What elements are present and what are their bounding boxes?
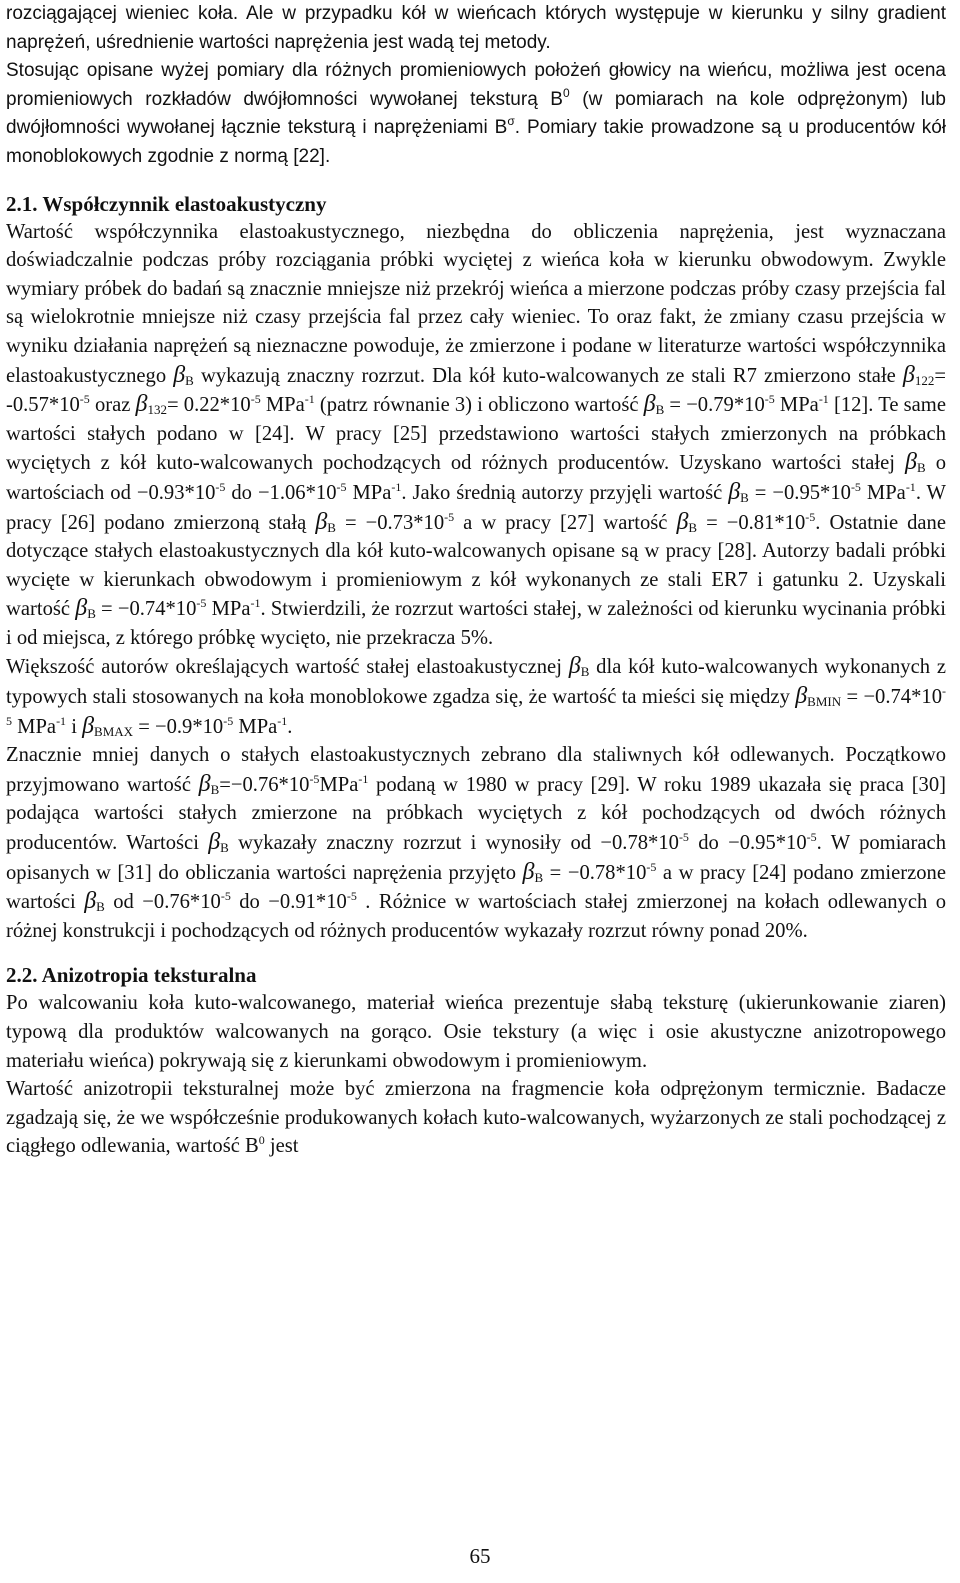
paragraph-text: podaną w 1980 w pracy [29]. W roku 1989 ukazała się praca [30] podająca wartości stałych zmierzone na próbkach wyciętych z kół pochodzących od dwóch różnych producentów. Wartości [6, 773, 946, 855]
paragraph-text: dla kół kuto-walcowanych wykonanych z typowych stali stosowanych na koła monoblokowe zgadza się, że wartość ta mieści się między [6, 656, 946, 709]
subscript: B [580, 664, 590, 680]
beta-symbol: β [522, 858, 535, 885]
paragraph-text: Po walcowaniu koła kuto-walcowanego, materiał wieńca prezentuje słabą teksturę (ukierunkowanie ziaren) typową dla produktów walcowanych na gorąco. Osie tekstury (a więc i osie akustyczne anizotropowego materiału wieńca) pokrywają się z kierunkami obwodowym i promieniowym. [6, 992, 946, 1072]
paragraph-anisotropy-value [6, 1075, 946, 1161]
subscript: BMIN [807, 694, 842, 710]
paragraph-text: MPa [12, 715, 57, 738]
subscript: B [87, 606, 96, 622]
paragraph-text: wykazały znaczny rozrzut i wynosiły od −0.78*10 [228, 832, 679, 855]
paragraph-text: Większość autorów określających wartość stałej elastoakustycznej [6, 656, 569, 679]
superscript: -1 [818, 392, 829, 407]
paragraph-text: MPa [774, 394, 819, 417]
paragraph-text: od −0.76*10 [104, 891, 221, 914]
paragraph-birefringence-measurements [6, 57, 946, 171]
superscript: -1 [56, 713, 67, 728]
superscript: -5 [764, 392, 775, 407]
paragraph-text: . W pomiarach opisanych w [31] do obliczania wartości naprężenia przyjęto [6, 832, 946, 884]
superscript: -5 [336, 479, 347, 494]
paragraph-text: MPa [346, 481, 392, 504]
paragraph-cast-wheels [6, 741, 946, 945]
superscript: -1 [905, 479, 916, 494]
paragraph-text: . W pracy [26] podano zmierzoną stałą [6, 481, 946, 534]
beta-symbol: β [84, 888, 97, 915]
paragraph-text: do −0.95*10 [688, 832, 807, 855]
paragraph-text: MPa [233, 715, 278, 738]
paragraph-text: = −0.73*10 [335, 511, 445, 534]
paragraph-text: . Pomiary takie prowadzone są u producentów kół monoblokowych zgodnie z normą [22]. [6, 117, 947, 167]
section-heading-elastoacoustic [6, 190, 946, 218]
superscript: -5 [444, 509, 455, 524]
paragraph-text: Wartość anizotropii teksturalnej może być zmierzona na fragmencie koła odprężonym termicznie. Badacze zgadzają się, że we współcześnie produkowanych kołach kuto-walcowanych, wyżarzonych ze stali pochodzącej z ciągłego odlewania, wartość B [6, 1078, 946, 1158]
paragraph-text: Stosując opisane wyżej pomiary dla różnych promieniowych położeń głowicy na wieńcu, możliwa jest ocena promieniowych rozkładów dwójłomności wywołanej teksturą B [6, 60, 946, 110]
beta-symbol: β [902, 361, 915, 388]
superscript: -5 [806, 830, 817, 845]
paragraph-text: o wartościach od −0.93*10 [6, 452, 946, 504]
subscript: B [327, 519, 336, 535]
paragraph-text: wykazują znaczny rozrzut. Dla kół kuto-walcowanych ze stali R7 zmierzono stałe [193, 364, 903, 387]
paragraph-text: . Jako średnią autorzy przyjęli wartość [401, 481, 729, 504]
paragraph-text: a w pracy [24] podano zmierzone wartości [6, 861, 946, 914]
paragraph-text: = −0.95*10 [748, 481, 851, 504]
paragraph-text: . Ostatnie dane dotyczące stałych elastoakustycznych dla kół kuto-walcowanych opisane są w pracy [28]. Autorzy badali próbki wycięte w kierunkach obwodowym i promieniowym z kół wykonanych ze stali ER7 i gatunku 2. Uzyskali wartość [6, 511, 946, 621]
paragraph-text: = −0.74*10 [841, 686, 942, 709]
paragraph-text: do −0.91*10 [230, 891, 347, 914]
paragraph-text: MPa [260, 394, 305, 417]
paragraph-text: . Różnice w wartościach stałej zmierzonej na kołach odlewanych o różnej konstrukcji i pochodzących od różnych producentów wykazały rozrzut równy ponad 20%. [6, 891, 947, 942]
beta-symbol: β [643, 391, 656, 418]
spacer [6, 945, 946, 961]
beta-symbol: β [208, 829, 221, 856]
paragraph-text: (patrz równanie 3) i obliczono wartość [314, 394, 644, 417]
beta-symbol: β [315, 508, 328, 535]
paragraph-text: . [287, 715, 293, 738]
superscript: -5 [220, 889, 231, 904]
superscript: -5 [309, 771, 320, 786]
subscript: B [96, 899, 105, 915]
superscript: -5 [805, 509, 816, 524]
beta-symbol: β [173, 361, 186, 388]
paragraph-text: MPa [206, 598, 251, 621]
superscript: -5 [850, 479, 861, 494]
paragraph-text: i [66, 715, 83, 738]
subscript: B [534, 869, 544, 885]
subscript: 132 [147, 402, 167, 418]
superscript: σ [507, 114, 515, 129]
paragraph-text: = -0.57*10 [6, 364, 946, 417]
subscript: BMAX [94, 723, 134, 739]
superscript: -5 [215, 479, 226, 494]
paragraph-intro-continued [6, 0, 946, 57]
superscript: -1 [250, 596, 261, 611]
paragraph-text: Wartość współczynnika elastoakustycznego, niezbędna do obliczenia naprężenia, jest wyznaczana doświadczalnie podczas próby rozciągania próbki wyciętej z wieńca koła w kierunku obwodowym. Zwykle wymiary próbek do badań są znacznie mniejsze niż przekrój wieńca a mierzone podczas próby czasy przejścia fal są wielokrotnie mniejsze niż czasy przejścia fal przez cały wieniec. To oraz fakt, że zmiany czasu przejścia w wyniku działania naprężeń są nieznaczne powoduje, że zmierzone i podane w literaturze wartości współczynnika elastoakustycznego [6, 220, 946, 387]
paragraph-text: jest [264, 1135, 299, 1158]
subscript: B [688, 519, 698, 535]
paragraph-text: =−0.76*10 [219, 773, 310, 796]
paragraph-text: = −0.9*10 [133, 715, 224, 738]
beta-symbol: β [568, 653, 581, 680]
paragraph-text: [12]. Te same wartości stałych podano w [24]. W pracy [25] przedstawiono wartości stałych zmierzonych na próbkach wyciętych z kół kuto-walcowanych pochodzących od różnych producentów. Uzyskano wartości stałej [6, 394, 946, 475]
paragraph-text: = −0.79*10 [664, 394, 765, 417]
superscript: -1 [277, 713, 288, 728]
paragraph-text: MPa [319, 773, 359, 796]
page-number: 65 [469, 1544, 491, 1568]
superscript: -1 [391, 479, 402, 494]
subscript: B [916, 460, 926, 476]
beta-symbol: β [75, 595, 88, 622]
superscript: -5 [250, 392, 261, 407]
beta-symbol: β [198, 770, 211, 797]
paragraph-text: rozciągającej wieniec koła. Ale w przypadku kół w wieńcach których występuje w kierunku y silny gradient naprężeń, uśrednienie wartości naprężenia jest wadą tej metody. [6, 3, 946, 53]
subscript: B [740, 489, 749, 505]
paragraph-elastoacoustic-coefficient [6, 218, 946, 653]
superscript: 0 [563, 85, 570, 100]
paragraph-text: . Stwierdzili, że rozrzut wartości stałej, w zależności od kierunku wycinania próbki i od miejsca, z którego próbkę wycięto, nie przekracza 5%. [6, 598, 946, 649]
section-title: 2.2. Anizotropia teksturalna [6, 963, 257, 988]
superscript: -5 [196, 596, 207, 611]
paragraph-text: oraz [89, 394, 136, 417]
paragraph-typical-range [6, 652, 946, 741]
subscript: B [655, 402, 665, 418]
superscript: -5 [79, 392, 90, 407]
beta-symbol: β [82, 712, 95, 739]
superscript: -5 [346, 889, 357, 904]
document-page [6, 0, 946, 1161]
paragraph-text: = −0.74*10 [95, 598, 197, 621]
beta-symbol: β [135, 391, 148, 418]
paragraph-text: = 0.22*10 [167, 394, 251, 417]
paragraph-text: (w pomiarach na kole odprężonym) lub dwójłomności wywołanej łącznie teksturą i naprężeniami B [6, 88, 946, 139]
superscript: 0 [258, 1133, 265, 1148]
superscript: -5 [678, 830, 689, 845]
beta-symbol: β [728, 478, 741, 505]
section-heading-anisotropy [6, 961, 946, 989]
superscript: -1 [304, 392, 315, 407]
paragraph-text: a w pracy [27] wartość [454, 511, 677, 534]
subscript: B [185, 372, 194, 388]
paragraph-texture [6, 989, 946, 1075]
beta-symbol: β [676, 508, 689, 535]
subscript: B [210, 781, 220, 797]
subscript: B [220, 840, 229, 856]
spacer [6, 172, 946, 190]
paragraph-text: = −0.81*10 [697, 511, 806, 534]
section-title: 2.1. Współczynnik elastoakustyczny [6, 191, 327, 216]
superscript: -5 [223, 713, 234, 728]
paragraph-text: do −1.06*10 [225, 481, 337, 504]
beta-symbol: β [795, 683, 808, 710]
superscript: -5 [6, 684, 946, 728]
paragraph-text: Znacznie mniej danych o stałych elastoakustycznych zebrano dla staliwnych kół odlewanych. Początkowo przyjmowano wartość [6, 744, 946, 796]
paragraph-text: = −0.78*10 [543, 861, 647, 884]
beta-symbol: β [905, 449, 917, 476]
superscript: -1 [358, 771, 369, 786]
paragraph-text: MPa [860, 481, 906, 504]
subscript: 122 [914, 372, 935, 388]
superscript: -5 [646, 859, 657, 874]
